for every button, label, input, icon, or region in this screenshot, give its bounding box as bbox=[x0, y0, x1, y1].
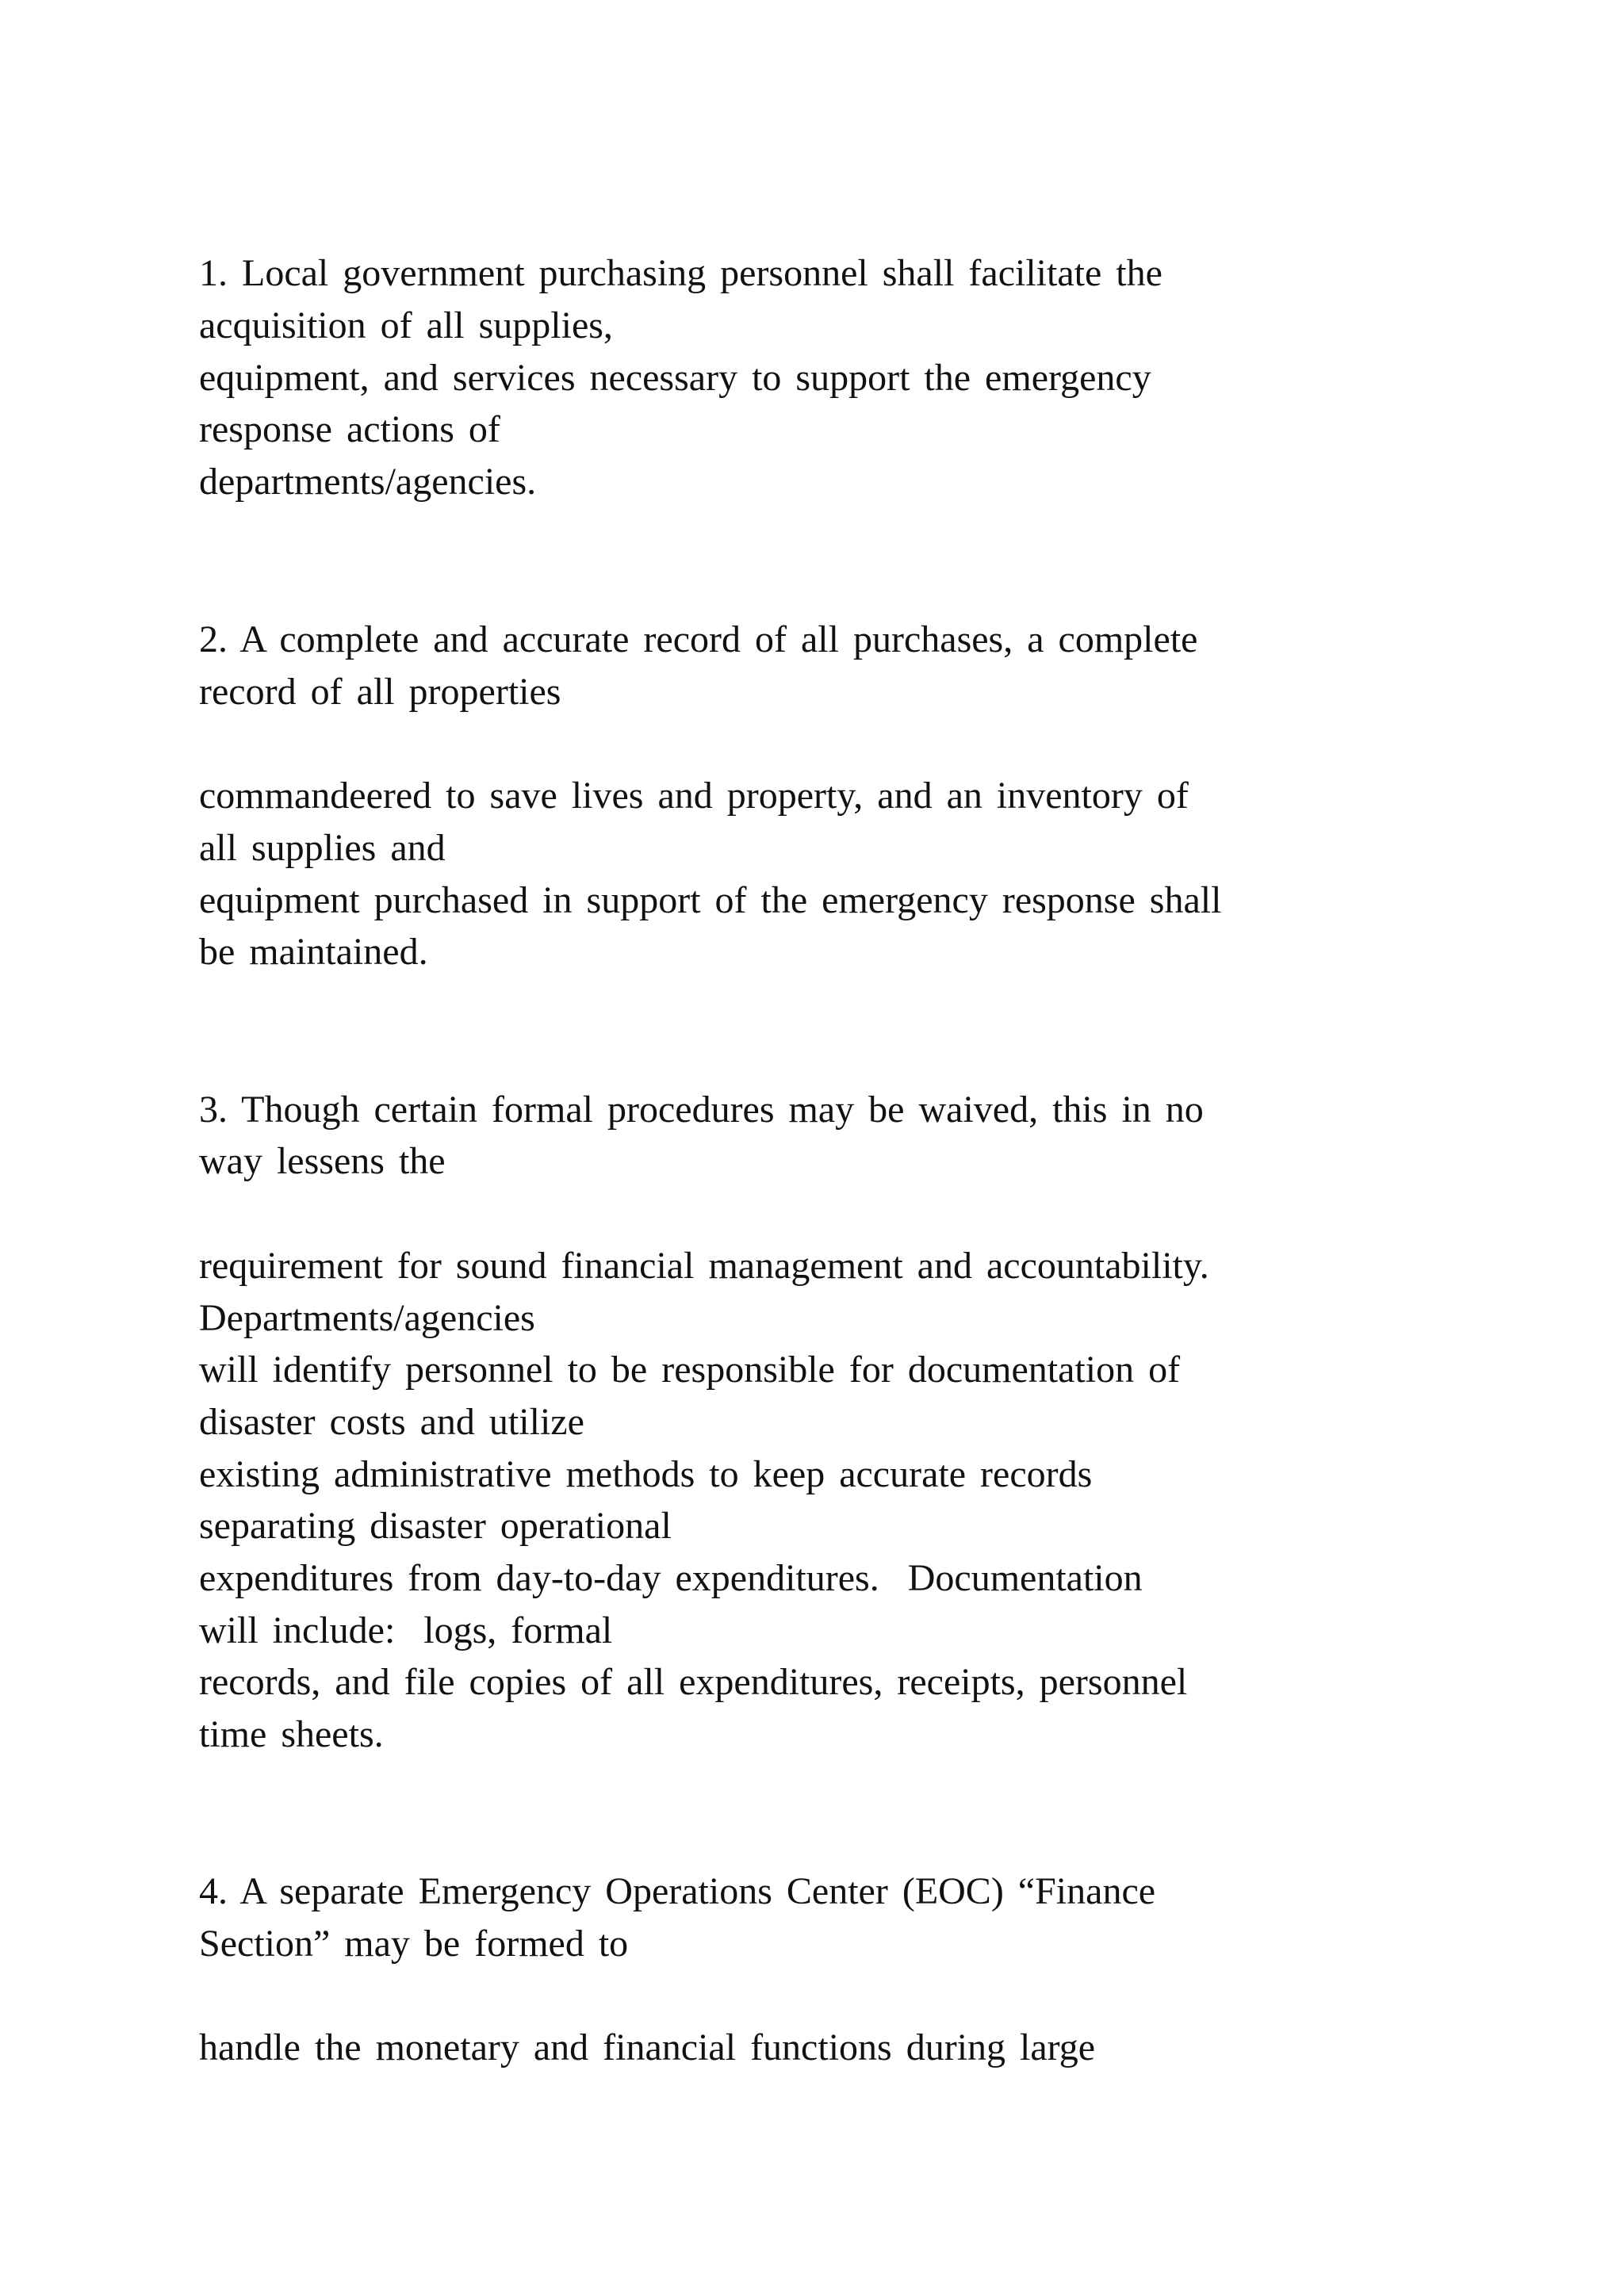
paragraph-4-line: Section” may be formed to bbox=[199, 1923, 629, 1965]
paragraph-3-line: expenditures from day-to-day expenditures. Documentation bbox=[199, 1557, 1143, 1599]
paragraph-2-line: record of all properties bbox=[199, 671, 561, 713]
paragraph-3-line: requirement for sound financial management and accountability. bbox=[199, 1245, 1209, 1287]
paragraph-4-line: 4. A separate Emergency Operations Center (EOC) “Finance bbox=[199, 1870, 1156, 1912]
paragraph-2-line: all supplies and bbox=[199, 827, 446, 869]
paragraph-2-line: commandeered to save lives and property, and an inventory of bbox=[199, 775, 1189, 817]
paragraph-2-line: 2. A complete and accurate record of all purchases, a complete bbox=[199, 618, 1198, 660]
paragraph-1-line: equipment, and services necessary to support the emergency bbox=[199, 357, 1151, 399]
paragraph-4-line: handle the monetary and financial functions during large bbox=[199, 2026, 1096, 2068]
paragraph-2-line: equipment purchased in support of the emergency response shall bbox=[199, 879, 1222, 921]
paragraph-3-line: way lessens the bbox=[199, 1140, 446, 1182]
paragraph-3-line: time sheets. bbox=[199, 1713, 384, 1755]
paragraph-3-line: will identify personnel to be responsible for documentation of bbox=[199, 1349, 1181, 1391]
paragraph-1-line: acquisition of all supplies, bbox=[199, 304, 613, 346]
paragraph-3-line: records, and file copies of all expenditures, receipts, personnel bbox=[199, 1661, 1188, 1703]
paragraph-3-line: Departments/agencies bbox=[199, 1297, 535, 1339]
paragraph-3-line: 3. Though certain formal procedures may be waived, this in no bbox=[199, 1089, 1204, 1131]
paragraph-3-line: existing administrative methods to keep accurate records bbox=[199, 1453, 1093, 1495]
paragraph-1-line: departments/agencies. bbox=[199, 461, 537, 503]
paragraph-3-line: will include: logs, formal bbox=[199, 1609, 613, 1651]
paragraph-3-line: separating disaster operational bbox=[199, 1505, 672, 1547]
paragraph-2-line: be maintained. bbox=[199, 931, 428, 973]
paragraph-1-line: response actions of bbox=[199, 408, 500, 450]
paragraph-1-line: 1. Local government purchasing personnel shall facilitate the bbox=[199, 252, 1162, 294]
paragraph-3-line: disaster costs and utilize bbox=[199, 1401, 584, 1443]
